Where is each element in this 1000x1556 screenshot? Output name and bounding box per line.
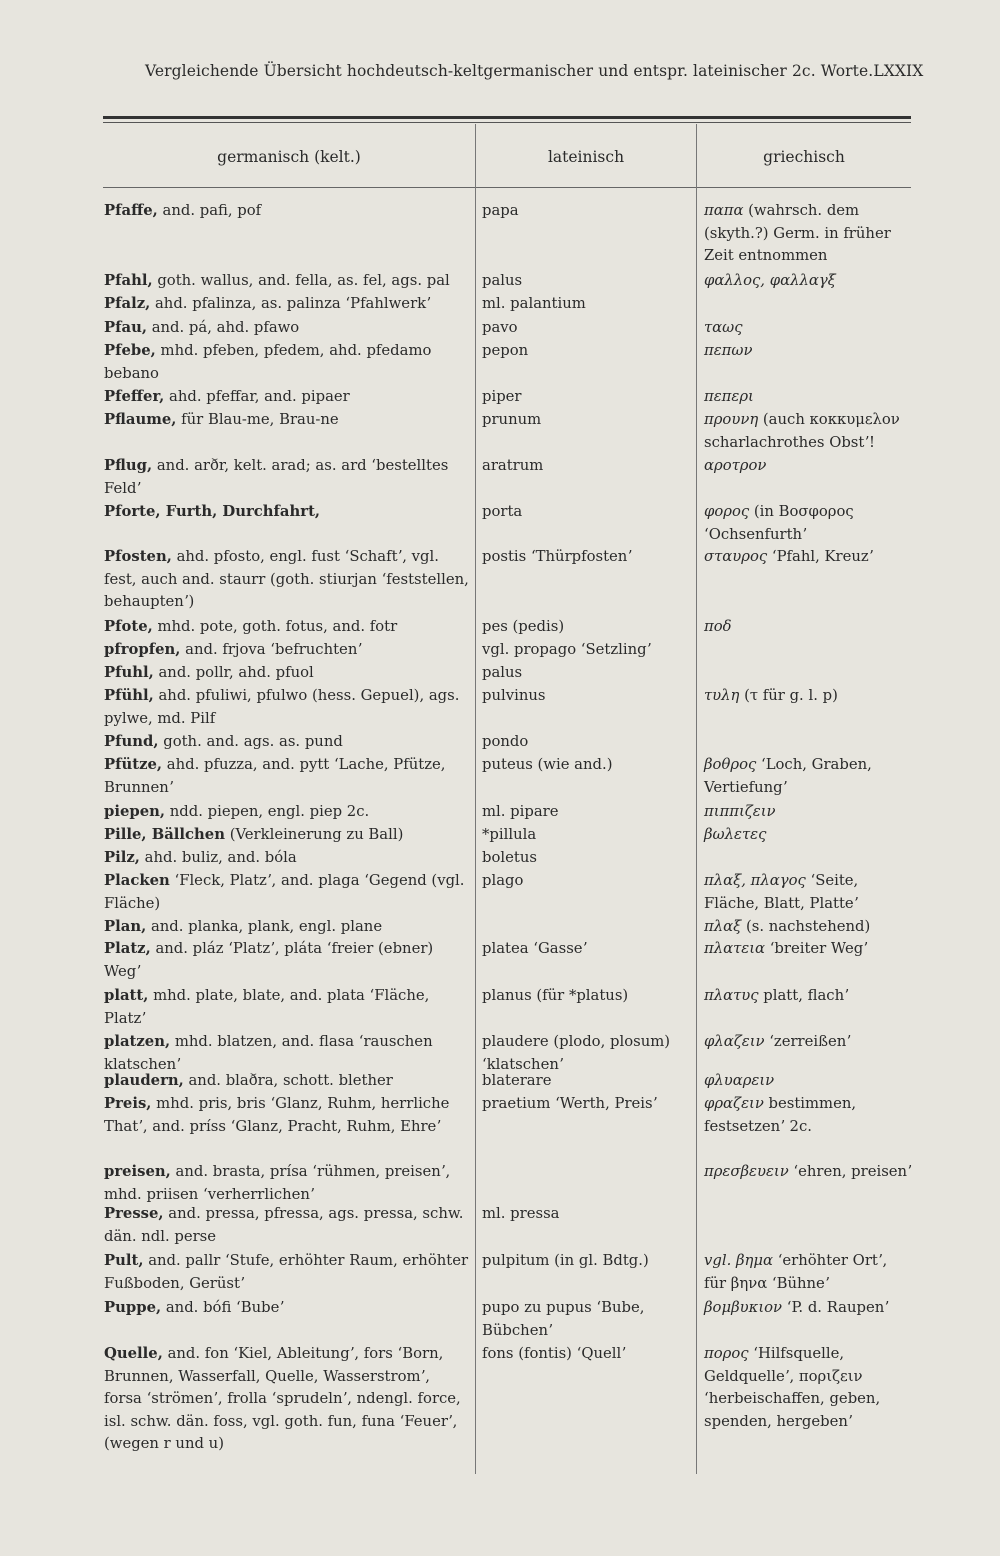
entry-greek-word: φορος [704, 503, 750, 520]
entry-headword: Puppe, [104, 1299, 162, 1316]
entry-headword: Quelle, [104, 1345, 163, 1362]
entry-germanic-text: and. fon ʻKiel, Ableitungʼ, fors ʻBorn, Brunnen, Wasserfall, Quelle, Wasserstromʼ, forsa ʻströmenʼ, frolla ʻsprudelnʼ, ndengl. force, isl. schw. dän. foss, vgl. goth. fun, funa ʻFeuerʼ, (wegen r und u) [104, 1345, 461, 1453]
entry-germanic [104, 847, 470, 870]
entry-headword: Pille, Bällchen [104, 826, 225, 843]
entry-germanic-text: für Blau-me, Brau-ne [176, 411, 339, 428]
entry-latin: pulpitum (in gl. Bdtg.) [482, 1252, 649, 1269]
entry-greek [704, 754, 912, 799]
entry-germanic [104, 985, 470, 1030]
entry-germanic [104, 870, 470, 915]
entry-latin: ml. pipare [482, 803, 559, 820]
entry-germanic-text: and. blaðra, schott. blether [183, 1072, 393, 1089]
entry-greek-word: πρεσβευειν [704, 1163, 789, 1180]
entry-headword: Pfeffer, [104, 388, 165, 405]
entry-headword: Pfote, [104, 618, 153, 635]
entry-headword: Pfau, [104, 319, 147, 336]
entry-latin: *pillula [482, 826, 537, 843]
entry-headword: Pfund, [104, 733, 159, 750]
entry-greek-word: πεπερι [704, 388, 754, 405]
entry-headword: platzen, [104, 1033, 171, 1050]
entry-greek-word: πλαξ, πλαγος [704, 872, 806, 889]
entry-greek-word: πιππιζειν [704, 803, 776, 820]
entry-germanic [104, 200, 470, 223]
entry-greek-word: ποδ [704, 618, 732, 635]
entry-germanic [104, 616, 470, 639]
entry-germanic-text: ahd. pfeffar, and. pipaer [164, 388, 350, 405]
entry-germanic [104, 938, 470, 983]
column-header-germanic: germanisch (kelt.) [217, 148, 361, 166]
entry-greek-note: ʻLoch, Graben, Vertiefungʼ [704, 756, 872, 796]
entry-headword: Pfühl, [104, 687, 154, 704]
entry-greek-note: (τ für g. l. p) [739, 687, 838, 704]
entry-greek [704, 870, 912, 915]
entry-germanic-text: and. frjova ʻbefruchtenʼ [180, 641, 363, 658]
entry-germanic-text: ahd. pfalinza, as. palinza ʻPfahlwerkʼ [150, 295, 431, 312]
entry-germanic-text: and. pafi, pof [157, 202, 262, 219]
entry-germanic-text: ʻFleck, Platzʼ, and. plaga ʻGegend (vgl. Fläche) [104, 872, 465, 912]
entry-germanic [104, 455, 470, 500]
entry-headword: Pfaffe, [104, 202, 158, 219]
entry-germanic-text: ahd. buliz, and. bóla [139, 849, 297, 866]
entry-greek [704, 501, 912, 546]
entry-latin: boletus [482, 849, 537, 866]
entry-latin: pulvinus [482, 687, 546, 704]
entry-greek [704, 1250, 912, 1295]
entry-headword: piepen, [104, 803, 166, 820]
entry-germanic [104, 501, 470, 524]
entry-greek [704, 1093, 912, 1138]
entry-greek [704, 685, 912, 708]
entry-greek-word: προυνη [704, 411, 759, 428]
entry-germanic [104, 409, 470, 432]
entry-headword: platt, [104, 987, 149, 1004]
running-head [145, 62, 924, 80]
column-header-greek: griechisch [763, 148, 845, 166]
entry-greek-word: βομβυκιον [704, 1299, 783, 1316]
entry-germanic-text: mhd. plate, blate, and. plata ʻFläche, Platzʼ [104, 987, 430, 1027]
entry-headword: Placken [104, 872, 170, 889]
entry-headword: Pforte, Furth, Durchfahrt, [104, 503, 321, 520]
entry-greek-word: αροτρον [704, 457, 767, 474]
entry-germanic-text: (Verkleinerung zu Ball) [224, 826, 404, 843]
entry-germanic [104, 293, 470, 316]
header-rule-thin [103, 122, 911, 123]
entry-germanic [104, 317, 470, 340]
entry-germanic-text: and. brasta, prísa ʻrühmen, preisenʼ, mhd. priisen ʻverherrlichenʼ [104, 1163, 451, 1203]
entry-greek-word: βοθρος [704, 756, 757, 773]
entry-greek [704, 270, 912, 293]
entry-latin: aratrum [482, 457, 544, 474]
entry-greek-note: ʻP. d. Raupenʼ [782, 1299, 889, 1316]
entry-germanic-text: and. planka, plank, engl. plane [146, 918, 383, 935]
entry-greek-word: φλυαρειν [704, 1072, 775, 1089]
entry-greek [704, 1031, 912, 1054]
entry-greek-note: (wahrsch. dem (skyth.?) Germ. in früher Zeit entnommen [704, 202, 891, 265]
entry-greek-word: πλαξ [704, 918, 742, 935]
entry-germanic-text: and. pallr ʻStufe, erhöhter Raum, erhöhter Fußboden, Gerüstʼ [104, 1252, 469, 1292]
entry-latin: pes (pedis) [482, 618, 565, 635]
entry-greek-word: σταυρος [704, 548, 768, 565]
entry-greek [704, 317, 912, 340]
entry-latin: praetium ʻWerth, Preisʼ [482, 1095, 658, 1112]
entry-greek [704, 1161, 912, 1184]
entry-germanic [104, 662, 470, 685]
entry-germanic [104, 270, 470, 293]
running-title: Vergleichende Übersicht hochdeutsch-keltgermanischer und entspr. lateinischer 2c. Worte. [145, 62, 874, 80]
column-divider [696, 124, 697, 1474]
entry-germanic [104, 340, 470, 385]
entry-germanic-text: and. bófi ʻBubeʼ [161, 1299, 285, 1316]
entry-germanic-text: mhd. pris, bris ʻGlanz, Ruhm, herrliche Thatʼ, and. príss ʻGlanz, Pracht, Ruhm, Ehreʼ [104, 1095, 450, 1135]
entry-greek [704, 801, 912, 824]
entry-germanic-text: and. arðr, kelt. arad; as. ard ʻbestelltes Feldʼ [104, 457, 449, 497]
entry-latin: prunum [482, 411, 542, 428]
entry-greek [704, 938, 912, 961]
entry-germanic [104, 1250, 470, 1295]
entry-headword: pfropfen, [104, 641, 181, 658]
entry-germanic [104, 546, 470, 614]
entry-greek [704, 916, 912, 939]
entry-headword: Presse, [104, 1205, 164, 1222]
entry-greek [704, 546, 912, 569]
entry-greek-note: ʻzerreißenʼ [764, 1033, 851, 1050]
entry-greek-word: φαλλος, φαλλαγξ [704, 272, 836, 289]
entry-germanic-text: and. pá, ahd. pfawo [147, 319, 300, 336]
entry-greek-word: φλαζειν [704, 1033, 765, 1050]
entry-greek-note: ʻHilfsquelle, Geldquelleʼ, ποριζειν ʻherbeischaffen, geben, spenden, hergebenʼ [704, 1345, 881, 1430]
entry-germanic [104, 1093, 470, 1138]
entry-greek-word: πλατυς [704, 987, 759, 1004]
entry-greek-word: ταως [704, 319, 743, 336]
entry-germanic-text: goth. and. ags. as. pund [158, 733, 343, 750]
entry-headword: Pult, [104, 1252, 144, 1269]
entry-greek [704, 824, 912, 847]
entry-greek-note: ʻSeite, Fläche, Blatt, Platteʼ [704, 872, 859, 912]
entry-latin: porta [482, 503, 523, 520]
entry-greek-word: παπα [704, 202, 744, 219]
entry-germanic-text: and. pláz ʻPlatzʼ, pláta ʻfreier (ebner) Wegʼ [104, 940, 434, 980]
entry-germanic [104, 824, 470, 847]
entry-germanic-text: and. pressa, pfressa, ags. pressa, schw. dän. ndl. perse [104, 1205, 464, 1245]
entry-germanic-text: mhd. pote, goth. fotus, and. fotr [152, 618, 398, 635]
entry-headword: preisen, [104, 1163, 171, 1180]
entry-greek [704, 409, 912, 454]
entry-latin: postis ʻThürpfostenʼ [482, 548, 633, 565]
entry-latin: planus (für *platus) [482, 987, 629, 1004]
entry-germanic [104, 754, 470, 799]
entry-latin: pupo zu pupus ʻBube, Bübchenʼ [482, 1299, 645, 1339]
entry-latin: piper [482, 388, 522, 405]
entry-germanic [104, 1343, 470, 1456]
entry-greek-word: πλατεια [704, 940, 766, 957]
entry-headword: Pfahl, [104, 272, 153, 289]
entry-germanic [104, 916, 470, 939]
entry-germanic [104, 801, 470, 824]
entry-latin: palus [482, 272, 523, 289]
entry-latin: platea ʻGasseʼ [482, 940, 588, 957]
entry-germanic [104, 386, 470, 409]
entry-greek-word: πεπων [704, 342, 753, 359]
page-number: LXXIX [873, 62, 924, 80]
entry-germanic-text: mhd. blatzen, and. flasa ʻrauschen klatschenʼ [104, 1033, 433, 1073]
entry-germanic [104, 1203, 470, 1248]
entry-greek-word: πορος [704, 1345, 749, 1362]
entry-greek-note: ʻbreiter Wegʼ [765, 940, 868, 957]
entry-headword: Preis, [104, 1095, 152, 1112]
column-divider [475, 124, 476, 1474]
entry-greek-note: ʻPfahl, Kreuzʼ [767, 548, 874, 565]
entry-latin: ml. pressa [482, 1205, 560, 1222]
entry-germanic [104, 685, 470, 730]
entry-latin: vgl. propago ʻSetzlingʼ [482, 641, 652, 658]
entry-latin: blaterare [482, 1072, 552, 1089]
entry-germanic-text: ndd. piepen, engl. piep 2c. [165, 803, 370, 820]
entry-germanic [104, 1297, 470, 1320]
entry-headword: Pilz, [104, 849, 140, 866]
entry-greek [704, 1297, 912, 1320]
entry-greek [704, 455, 912, 478]
entry-headword: plaudern, [104, 1072, 184, 1089]
entry-headword: Platz, [104, 940, 151, 957]
entry-latin: plago [482, 872, 524, 889]
entry-headword: Plan, [104, 918, 147, 935]
entry-headword: Pflug, [104, 457, 153, 474]
entry-headword: Pfebe, [104, 342, 156, 359]
entry-headword: Pfalz, [104, 295, 151, 312]
entry-greek-note: platt, flachʼ [758, 987, 849, 1004]
entry-latin: pavo [482, 319, 518, 336]
entry-germanic-text: goth. wallus, and. fella, as. fel, ags. pal [152, 272, 450, 289]
entry-germanic-text: ahd. pfuzza, and. pytt ʻLache, Pfütze, Brunnenʼ [104, 756, 446, 796]
entry-greek [704, 616, 912, 639]
entry-germanic [104, 731, 470, 754]
entry-headword: Pfosten, [104, 548, 172, 565]
entry-greek-note: bestimmen, festsetzenʼ 2c. [704, 1095, 857, 1135]
entry-greek-note: (s. nachstehend) [741, 918, 871, 935]
entry-latin: ml. palantium [482, 295, 586, 312]
entry-germanic-text: mhd. pfeben, pfedem, ahd. pfedamo bebano [104, 342, 432, 382]
entry-latin: papa [482, 202, 519, 219]
column-header-latin: lateinisch [547, 148, 625, 166]
entry-latin: puteus (wie and.) [482, 756, 613, 773]
entry-germanic-text: ahd. pfuliwi, pfulwo (hess. Gepuel), ags. pylwe, md. Pilf [104, 687, 460, 727]
entry-germanic [104, 1070, 470, 1093]
entry-greek [704, 1070, 912, 1093]
entry-germanic [104, 1161, 470, 1206]
entry-headword: Pfuhl, [104, 664, 154, 681]
entry-greek-note: (in Βοσφορος ʻOchsenfurthʼ [704, 503, 854, 543]
entry-greek [704, 200, 912, 268]
entry-latin: pondo [482, 733, 529, 750]
column-header-rule [103, 187, 911, 188]
entry-greek [704, 386, 912, 409]
entry-greek [704, 985, 912, 1008]
entry-germanic [104, 639, 470, 662]
entry-greek-note: ʻerhöhter Ortʼ, für βηνα ʻBühneʼ [704, 1252, 888, 1292]
entry-greek-note: ʻehren, preisenʼ [788, 1163, 912, 1180]
entry-latin: plaudere (plodo, plosum) ʻklatschenʼ [482, 1033, 671, 1073]
entry-greek-word: βωλετες [704, 826, 767, 843]
entry-greek-note: (auch κοκκυμελον scharlachrothes Obstʼ! [704, 411, 900, 451]
entry-headword: Pflaume, [104, 411, 177, 428]
entry-germanic-text: ahd. pfosto, engl. fust ʻSchaftʼ, vgl. fest, auch and. staurr (goth. stiurjan ʻfeststellen, behauptenʼ) [104, 548, 469, 611]
entry-latin: pepon [482, 342, 529, 359]
entry-greek [704, 340, 912, 363]
entry-headword: Pfütze, [104, 756, 163, 773]
entry-greek-word: vgl. βημα [704, 1252, 773, 1269]
header-rule [103, 116, 911, 119]
entry-germanic-text: and. pollr, ahd. pfuol [153, 664, 314, 681]
entry-greek-word: τυλη [704, 687, 740, 704]
entry-greek [704, 1343, 912, 1433]
entry-latin: fons (fontis) ʻQuellʼ [482, 1345, 626, 1362]
entry-greek-word: φραζειν [704, 1095, 764, 1112]
entry-latin: palus [482, 664, 523, 681]
